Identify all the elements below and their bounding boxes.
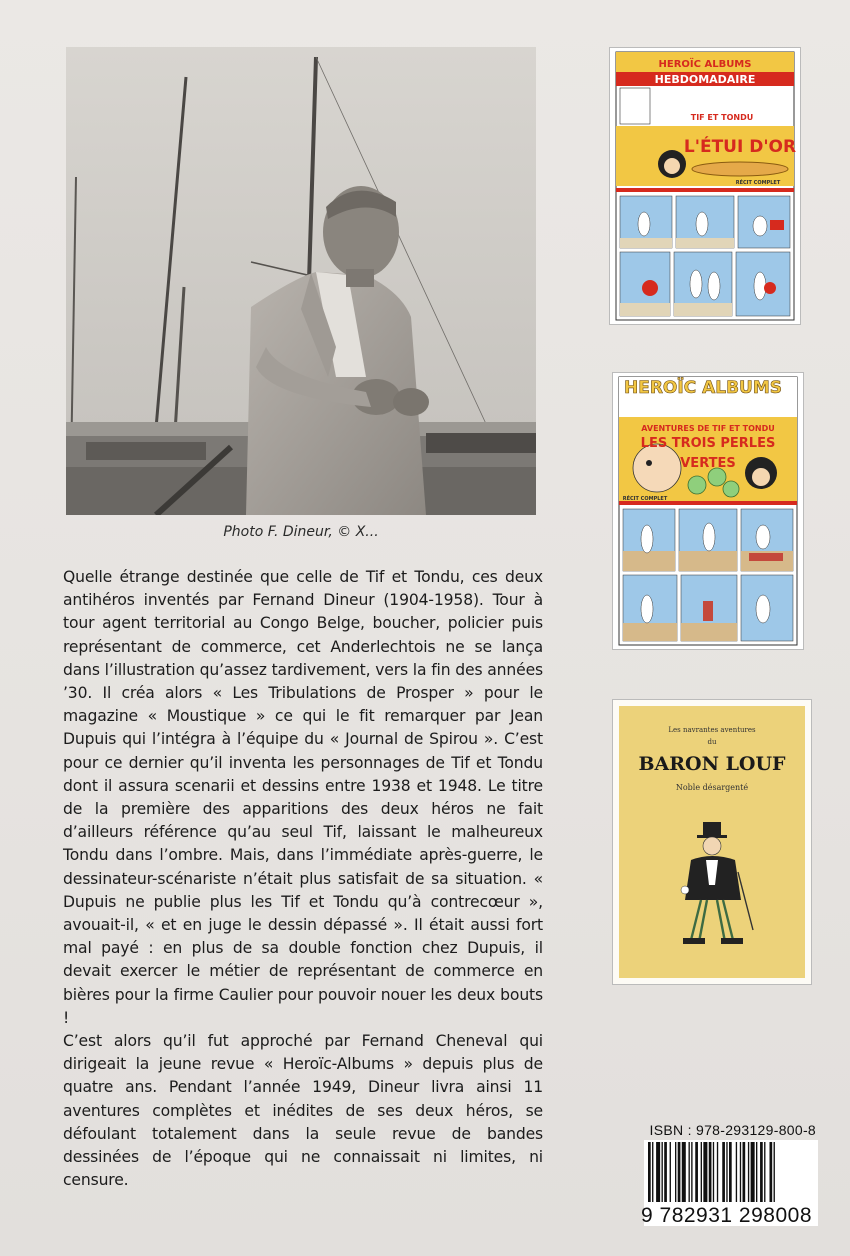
barcode-bar <box>760 1142 763 1202</box>
barcode-bar <box>751 1142 755 1202</box>
barcode-bar <box>701 1142 702 1202</box>
barcode-bar <box>662 1142 663 1202</box>
barcode-bar <box>675 1142 676 1202</box>
barcode-bar <box>736 1142 737 1202</box>
barcode-bar <box>764 1142 765 1202</box>
cover3-title: BARON LOUF <box>638 753 786 775</box>
cover2-title-line2: VERTES <box>680 456 736 471</box>
cover-etui-dor <box>610 48 800 324</box>
cover2-masthead: HEROÏC ALBUMS <box>623 378 783 398</box>
barcode-bar <box>670 1142 671 1202</box>
cover3-kicker: Les navrantes aventures <box>668 726 756 734</box>
cover-baron-louf-art <box>613 700 811 984</box>
biography-text: Quelle étrange destinée que celle de Tif et Tondu, ces deux antihéros inventés par Fernand Dineur (1904-1958). Tour à tour agent territorial au Congo Belge, boucher, policier puis représentant de commerce, cet Anderlechtois ne se lança dans l’illustration qu’assez tardivement, vers la fin des années ’30. Il créa alors « Les Tribulations de Prosper » pour le magazine « Moustique » ce qui le fit remarquer par Jean Dupuis qui l’intégra à l’équipe du « Journal de Spirou ». C’est pour ce dernier qu’il inventa les personnages de Tif et Tondu dont il assura scenarii et dessins entre 1938 et 1948. Le titre de la première des apparitions des deux héros ne fait d’ailleurs référence qu’au seul Tif, laissant le malheureux Tondu dans l’ombre. Mais, dans l’immédiate après-guerre, le dessinateur-scénariste n’était plus satisfait de sa situation. « Dupuis ne publie plus les Tif et Tondu qu’à contrecœur », avouait-il, « et en juge le dessin dépassé ». Il était aussi fort mal payé : en plus de sa double fonction chez Dupuis, il devait exercer le métier de représentant de commerce en bières pour la firme Caulier pour pouvoir nouer les deux bouts ! C’est alors qu’il fut approché par Fernand Cheneval qui dirigeait la jeune revue « Heroïc-Albums » depuis plus de quatre ans. Pendant l’année 1949, Dineur livra ainsi 11 aventures complètes et inédites de ses deux héros, se défoulant totalement dans la seule revue de bandes dessinées de l’époque qui ne connaissait ni limites, ni censure. <box>63 568 543 1190</box>
barcode-bar <box>740 1142 741 1202</box>
cover2-badge: RÉCIT COMPLET <box>622 496 668 502</box>
photo-caption: Photo F. Dineur, © X... <box>223 524 379 540</box>
cover-baron-louf <box>613 700 811 984</box>
cover-trois-perles-art <box>613 373 803 649</box>
barcode-bar <box>726 1142 727 1202</box>
photo-illustration <box>66 47 536 515</box>
barcode-bar <box>656 1142 660 1202</box>
cover2-tagline: AVENTURES DE TIF ET TONDU <box>641 424 775 433</box>
barcode-bar <box>713 1142 714 1202</box>
isbn-label: ISBN : 978-293129-800-8 <box>649 1122 816 1138</box>
barcode-bar <box>770 1142 773 1202</box>
barcode-bar <box>678 1142 681 1202</box>
cover-trois-perles-vertes <box>613 373 803 649</box>
cover2-title-line1: LES TROIS PERLES <box>640 436 776 451</box>
cover1-tagline: TIF ET TONDU <box>690 113 754 122</box>
barcode-bar <box>689 1142 690 1202</box>
barcode-digits: 9 782931 298008 <box>641 1204 812 1227</box>
barcode-bars <box>644 1140 818 1206</box>
barcode-bar <box>743 1142 746 1202</box>
barcode-bar <box>709 1142 712 1202</box>
barcode-bar <box>722 1142 725 1202</box>
barcode-bar <box>652 1142 653 1202</box>
barcode-bar <box>682 1142 686 1202</box>
barcode-bar <box>729 1142 732 1202</box>
barcode-bar <box>717 1142 718 1202</box>
cover1-subtitle: HEBDOMADAIRE <box>654 73 756 86</box>
barcode-bar <box>691 1142 692 1202</box>
barcode-bar <box>774 1142 775 1202</box>
barcode-bar <box>648 1142 651 1202</box>
barcode-bar <box>756 1142 757 1202</box>
cover3-subtitle: Noble désargenté <box>675 783 749 792</box>
barcode-bar <box>664 1142 667 1202</box>
cover1-title: L'ÉTUI D'OR <box>683 137 797 157</box>
barcode-bar <box>703 1142 707 1202</box>
cover3-of: du <box>707 738 717 746</box>
cover-etui-dor-art <box>610 48 800 324</box>
cover1-masthead: HEROÏC ALBUMS <box>658 59 752 70</box>
cover1-badge: RÉCIT COMPLET <box>735 180 781 186</box>
barcode-bar <box>695 1142 698 1202</box>
portrait-photo <box>66 47 536 515</box>
barcode-bar <box>748 1142 749 1202</box>
